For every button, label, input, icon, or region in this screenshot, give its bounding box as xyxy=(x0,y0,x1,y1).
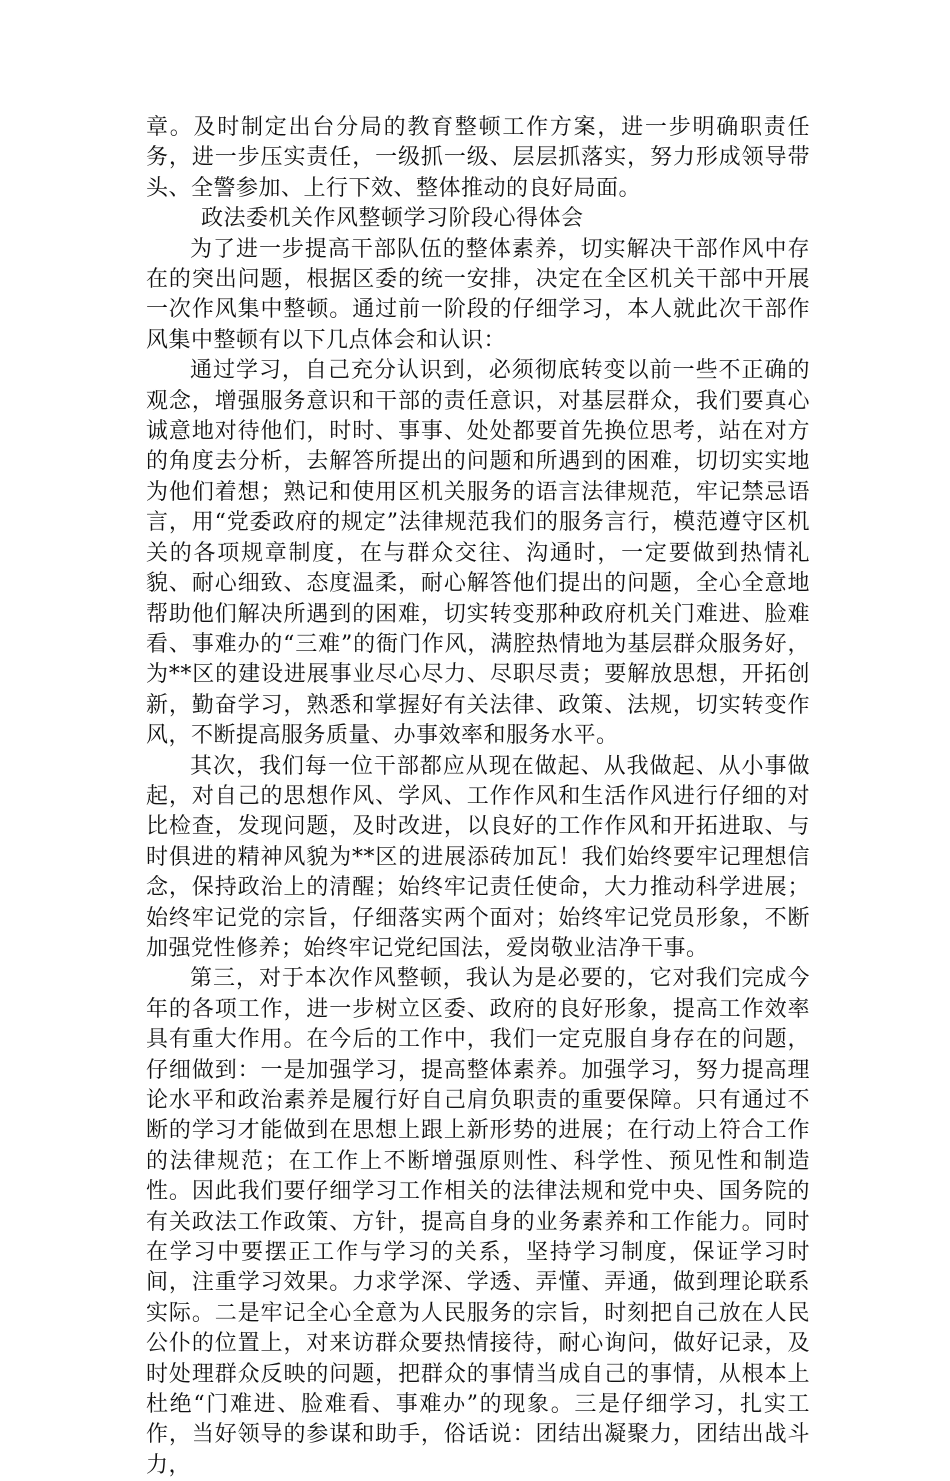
document-body xyxy=(146,113,810,1481)
document-title: 政法委机关作风整顿学习阶段心得体会 xyxy=(201,206,584,232)
paragraph-second-point: 其次，我们每一位干部都应从现在做起、从我做起、从小事做起，对自己的思想作风、学风、工作作风和生活作风进行仔细的对比检查，发现问题，及时改进，以良好的工作作风和开拓进取、与时俱进的精神风貌为**区的进展添砖加瓦！我们始终要牢记理想信念，保持政治上的清醒；始终牢记责任使命，大力推动科学进展；始终牢记党的宗旨，仔细落实两个面对；始终牢记党员形象，不断加强党性修养；始终牢记党纪国法，爱岗敬业洁净干事。 xyxy=(146,753,810,961)
paragraph-continuation: 章。及时制定出台分局的教育整顿工作方案，进一步明确职责任务，进一步压实责任，一级抓一级、层层抓落实，努力形成领导带头、全警参加、上行下效、整体推动的良好局面。 xyxy=(146,115,810,201)
paragraph-third-point: 第三，对于本次作风整顿，我认为是必要的，它对我们完成今年的各项工作，进一步树立区委、政府的良好形象，提高工作效率具有重大作用。在今后的工作中，我们一定克服自身存在的问题，仔细做到：一是加强学习，提高整体素养。加强学习，努力提高理论水平和政治素养是履行好自己肩负职责的重要保障。只有通过不断的学习才能做到在思想上跟上新形势的进展；在行动上符合工作的法律规范；在工作上不断增强原则性、科学性、预见性和制造性。因此我们要仔细学习工作相关的法律法规和党中央、国务院的有关政法工作政策、方针，提高自身的业务素养和工作能力。同时在学习中要摆正工作与学习的关系，坚持学习制度，保证学习时间，注重学习效果。力求学深、学透、弄懂、弄通，做到理论联系实际。二是牢记全心全意为人民服务的宗旨，时刻把自己放在人民公仆的位置上，对来访群众要热情接待，耐心询问，做好记录，及时处理群众反映的问题，把群众的事情当成自己的事情，从根本上杜绝“门难进、脸难看、事难办”的现象。三是仔细学习，扎实工作，当好领导的参谋和助手，俗话说：团结出凝聚力，团结出战斗力， xyxy=(146,966,810,1478)
paragraph-intro: 为了进一步提高干部队伍的整体素养，切实解决干部作风中存在的突出问题，根据区委的统一安排，决定在全区机关干部中开展一次作风集中整顿。通过前一阶段的仔细学习，本人就此次干部作风集中整顿有以下几点体会和认识： xyxy=(146,236,810,353)
paragraph-first-point: 通过学习，自己充分认识到，必须彻底转变以前一些不正确的观念，增强服务意识和干部的责任意识，对基层群众，我们要真心诚意地对待他们，时时、事事、处处都要首先换位思考，站在对方的角度去分析，去解答所提出的问题和所遇到的困难，切切实实地为他们着想；熟记和使用区机关服务的语言法律规范，牢记禁忌语言，用“党委政府的规定”法律规范我们的服务言行，模范遵守区机关的各项规章制度，在与群众交往、沟通时，一定要做到热情礼貌、耐心细致、态度温柔，耐心解答他们提出的问题，全心全意地帮助他们解决所遇到的困难，切实转变那种政府机关门难进、脸难看、事难办的“三难”的衙门作风，满腔热情地为基层群众服务好，为**区的建设进展事业尽心尽力、尽职尽责；要解放思想，开拓创新，勤奋学习，熟悉和掌握好有关法律、政策、法规，切实转变作风，不断提高服务质量、办事效率和服务水平。 xyxy=(146,358,810,749)
